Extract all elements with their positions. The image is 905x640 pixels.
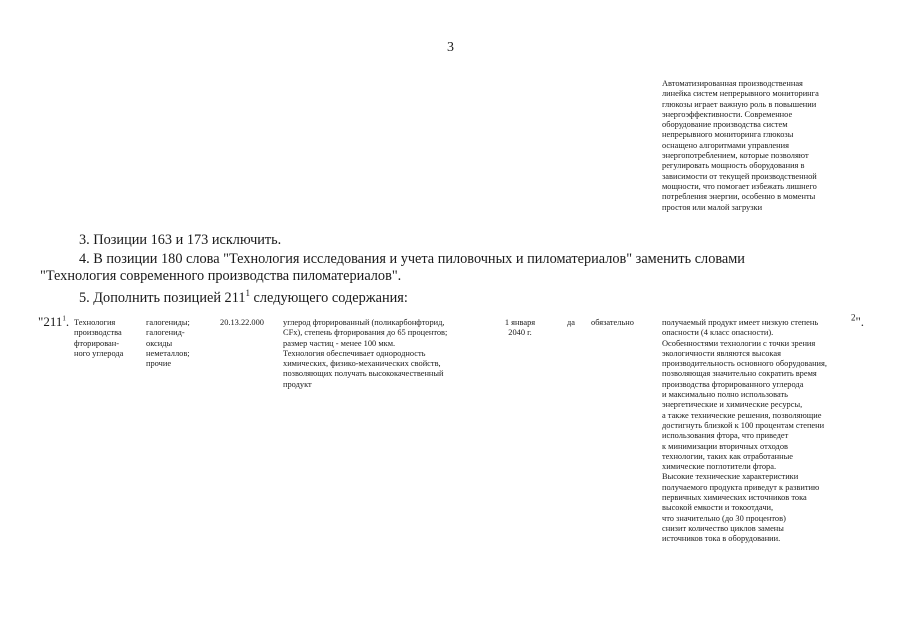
- paragraph-item-5-text: 5. Дополнить позицией 211: [79, 290, 246, 306]
- paragraph-item-5-tail: следующего содержания:: [249, 290, 408, 306]
- paragraph-item-4-line-1: 4. В позиции 180 слова "Технология исследования и учета пиловочных и пиломатериалов" заменить словами: [79, 251, 745, 267]
- row-effect-text: получаемый продукт имеет низкую степень опасности (4 класс опасности). Особенностями технологии с точки зрения экологичности являются высокая производительность основного оборудования, позволяющая значительно сократить время производства фторированного углерода и максимально полно использовать энергетические и химические ресурсы, а также технические решения, позволяющие достигнуть близкой к 100 процентам степени использования фтора, что приведет к минимизации вторичных отходов технологии, таких как отработанные химические поглотители фтора. Высокие технические характеристики получаемого продукта приведут к развитию первичных химических источников тока высокой емкости и токоотдачи, что значительно (до 30 процентов) снизит количество циклов замены источников тока в оборудовании.: [662, 318, 827, 544]
- row-number-value: 211: [43, 314, 63, 329]
- paragraph-item-5: [79, 290, 408, 307]
- row-number-superscript: 1: [62, 314, 66, 323]
- row-okpd-code: 20.13.22.000: [220, 318, 264, 327]
- paragraph-item-4-line-2: "Технология современного производства пиломатериалов".: [40, 268, 402, 284]
- row-date: 1 января 2040 г.: [504, 318, 536, 338]
- previous-row-effect-text: Автоматизированная производственная линейка систем непрерывного мониторинга глюкозы играет важную роль в повышении энергоэффективности. Современное оборудование производства систем непрерывного мониторинга глюкозы оснащено алгоритмами управления энергопотреблением, которые позволяют регулировать мощность оборудования в зависимости от текущей производственной мощности, что помогает избежать лишнего потребления энергии, особенно в моменты простоя или малой загрузки: [662, 79, 819, 212]
- row-product-codes: галогениды; галогенид- оксиды неметаллов; прочие: [146, 318, 190, 369]
- row-closing: [851, 312, 865, 329]
- paragraph-item-5-superscript: 1: [245, 288, 250, 299]
- row-number: [38, 315, 69, 329]
- page-number: 3: [447, 40, 454, 55]
- open-quote: ": [38, 314, 44, 329]
- row-flag: да: [567, 318, 575, 327]
- paragraph-item-4: [40, 251, 866, 285]
- row-mandatory: обязательно: [591, 318, 634, 327]
- row-technology-name: Технология производства фторирован- ного углерода: [74, 318, 124, 358]
- row-closing-superscript: 2: [851, 312, 856, 323]
- row-number-suffix: .: [65, 314, 70, 329]
- row-description: углерод фторированный (поликарбонфторид, CFx), степень фторирования до 65 процентов; размер частиц - менее 100 мкм. Технология обеспечивает однородность химических, физико-механических свойств, позволяющих получать высококачественный продукт: [283, 318, 448, 389]
- paragraph-item-3: 3. Позиции 163 и 173 исключить.: [79, 232, 282, 248]
- close-quote: ".: [855, 314, 865, 329]
